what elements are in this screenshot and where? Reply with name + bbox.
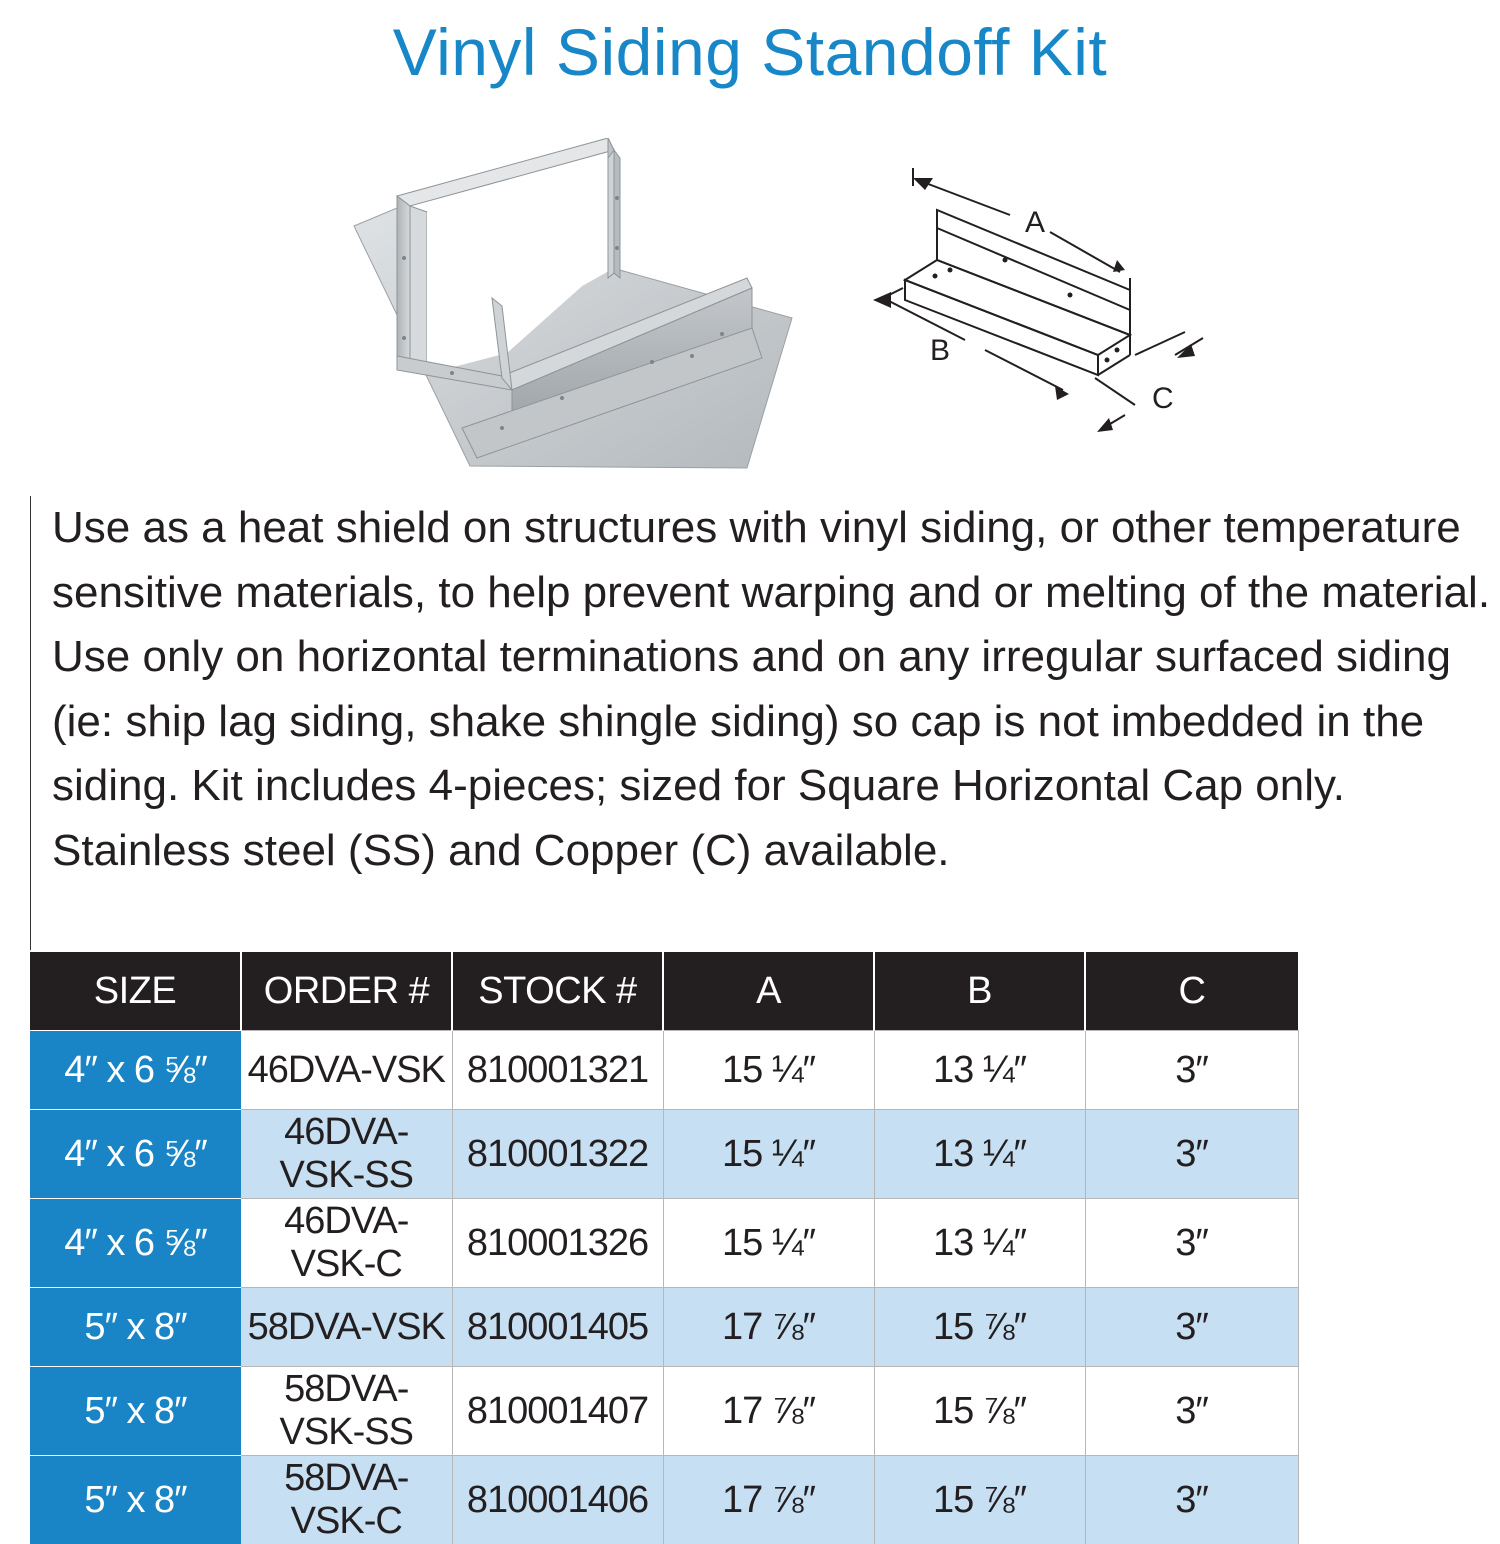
header-stock: STOCK #	[452, 952, 663, 1031]
cell-size: 4″ x 6 ⅝″	[30, 1110, 241, 1199]
table-row	[30, 1031, 1298, 1110]
cell-stock: 810001321	[452, 1031, 663, 1110]
cell-size: 5″ x 8″	[30, 1367, 241, 1456]
dim-label-a: A	[1025, 206, 1045, 239]
cell-size: 5″ x 8″	[30, 1456, 241, 1544]
text-divider	[30, 496, 31, 950]
dimension-diagram	[855, 160, 1225, 450]
cell-a: 15 ¼″	[663, 1199, 874, 1288]
cell-order: 58DVA-VSK	[241, 1288, 452, 1367]
cell-stock: 810001406	[452, 1456, 663, 1544]
cell-b: 15 ⅞″	[874, 1456, 1085, 1544]
cell-b: 13 ¼″	[874, 1031, 1085, 1110]
cell-c: 3″	[1085, 1367, 1298, 1456]
page-title: Vinyl Siding Standoff Kit	[0, 14, 1500, 90]
product-photo	[352, 138, 812, 473]
table-row	[30, 1199, 1298, 1288]
cell-b: 15 ⅞″	[874, 1288, 1085, 1367]
cell-size: 5″ x 8″	[30, 1288, 241, 1367]
cell-b: 13 ¼″	[874, 1110, 1085, 1199]
cell-a: 15 ¼″	[663, 1031, 874, 1110]
table-header-row	[30, 952, 1298, 1031]
cell-a: 15 ¼″	[663, 1110, 874, 1199]
cell-b: 13 ¼″	[874, 1199, 1085, 1288]
cell-size: 4″ x 6 ⅝″	[30, 1199, 241, 1288]
cell-c: 3″	[1085, 1110, 1298, 1199]
spec-table	[30, 952, 1299, 1544]
cell-c: 3″	[1085, 1031, 1298, 1110]
header-order: ORDER #	[241, 952, 452, 1031]
cell-order: 46DVA-VSK	[241, 1031, 452, 1110]
cell-a: 17 ⅞″	[663, 1456, 874, 1544]
cell-size: 4″ x 6 ⅝″	[30, 1031, 241, 1110]
cell-stock: 810001407	[452, 1367, 663, 1456]
cell-a: 17 ⅞″	[663, 1288, 874, 1367]
header-c: C	[1085, 952, 1298, 1031]
cell-order: 46DVA-VSK-SS	[241, 1110, 452, 1199]
dim-label-b: B	[930, 334, 950, 367]
table-row	[30, 1367, 1298, 1456]
cell-c: 3″	[1085, 1199, 1298, 1288]
cell-a: 17 ⅞″	[663, 1367, 874, 1456]
cell-order: 46DVA-VSK-C	[241, 1199, 452, 1288]
dim-label-c: C	[1152, 382, 1174, 415]
header-size: SIZE	[30, 952, 241, 1031]
cell-order: 58DVA-VSK-SS	[241, 1367, 452, 1456]
table-row	[30, 1110, 1298, 1199]
cell-c: 3″	[1085, 1456, 1298, 1544]
product-description: Use as a heat shield on structures with vinyl siding, or other temperature sensitive materials, to help prevent warping and or melting of the material. Use only on horizontal terminations and on any irregular surfaced siding (ie: ship lag siding, shake shingle siding) so cap is not imbedded in the siding. Kit includes 4-pieces; sized for Square Horizontal Cap only. Stainless steel (SS) and Copper (C) available.	[52, 496, 1497, 883]
cell-order: 58DVA-VSK-C	[241, 1456, 452, 1544]
cell-stock: 810001405	[452, 1288, 663, 1367]
header-a: A	[663, 952, 874, 1031]
table-row	[30, 1288, 1298, 1367]
cell-stock: 810001322	[452, 1110, 663, 1199]
cell-c: 3″	[1085, 1288, 1298, 1367]
cell-stock: 810001326	[452, 1199, 663, 1288]
header-b: B	[874, 952, 1085, 1031]
cell-b: 15 ⅞″	[874, 1367, 1085, 1456]
